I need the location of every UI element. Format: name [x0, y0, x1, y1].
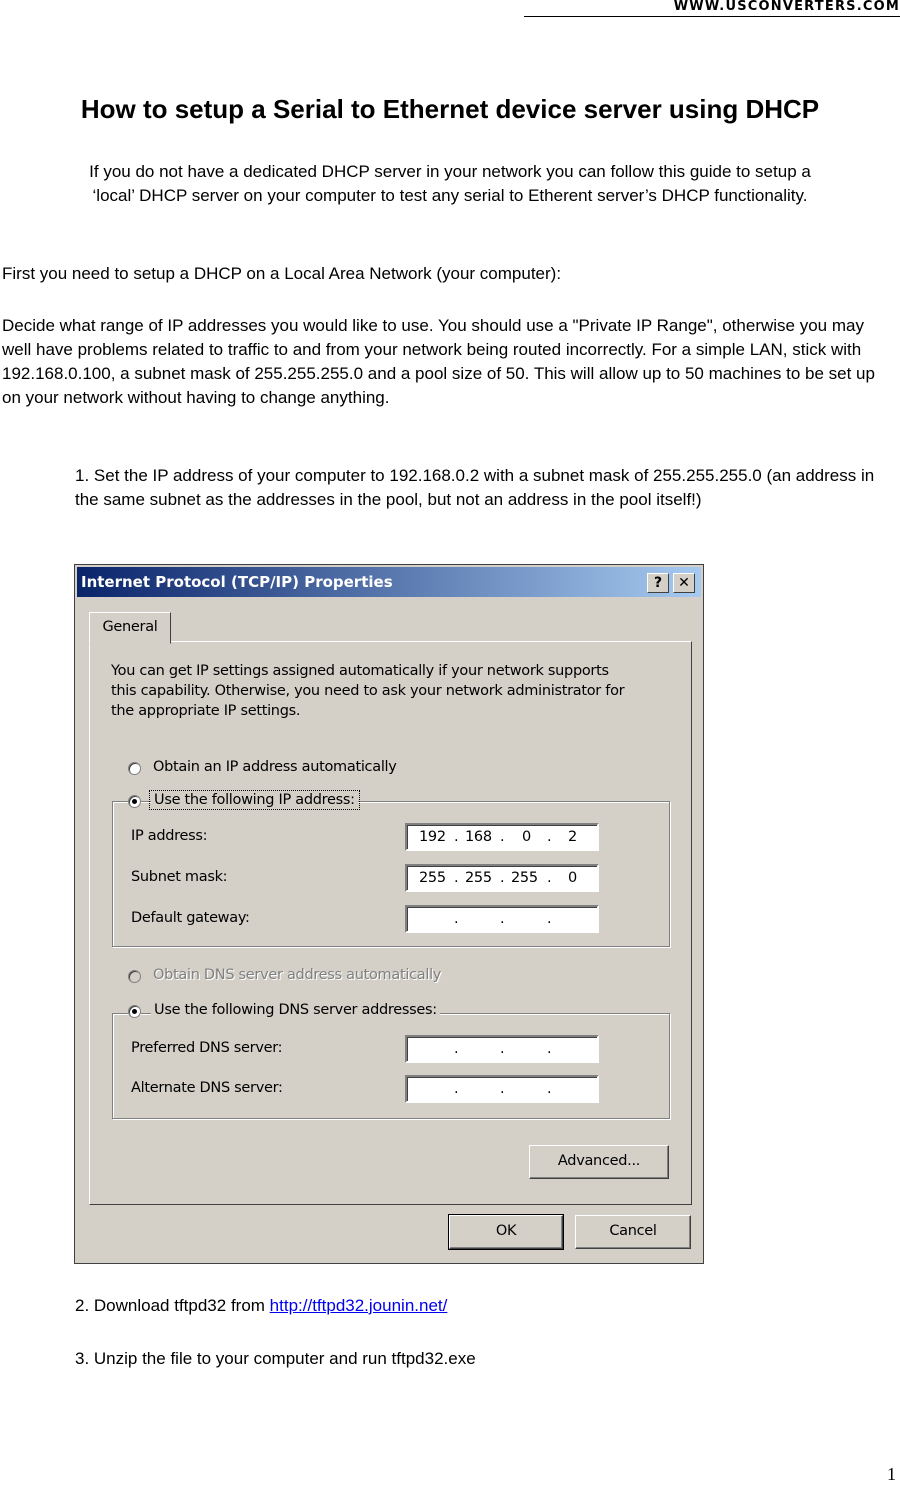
tcpip-properties-dialog — [74, 564, 704, 1264]
ip-octet-2: 168 — [465, 829, 492, 845]
advanced-button[interactable]: Advanced... — [529, 1145, 669, 1179]
intro-line-2: ‘local’ DHCP server on your computer to test any serial to Etherent server’s DHCP functionality. — [92, 186, 808, 205]
step-2 — [75, 1294, 447, 1318]
default-gateway-label: Default gateway: — [131, 910, 250, 926]
tab-general[interactable]: General — [89, 612, 171, 644]
radio-auto-ip-label[interactable]: Obtain an IP address automatically — [153, 759, 397, 775]
ok-button[interactable]: OK — [449, 1215, 563, 1249]
info-line-2: this capability. Otherwise, you need to ask your network administrator for — [111, 683, 625, 699]
step-1: 1. Set the IP address of your computer to 192.168.0.2 with a subnet mask of 255.255.255.0 (an address in the same subnet as the addresses in the pool, but not an address in the pool itself!) — [75, 466, 875, 509]
ip-octet-3: 0 — [522, 829, 531, 845]
alternate-dns-input[interactable]: . . . — [405, 1075, 599, 1103]
close-button[interactable]: ✕ — [673, 573, 695, 593]
header-url: WWW.USCONVERTERS.COM — [524, 0, 900, 17]
radio-manual-ip-label[interactable]: Use the following IP address: — [151, 792, 358, 808]
radio-auto-dns-label[interactable]: Obtain DNS server address automatically — [153, 967, 442, 983]
subnet-octet-1: 255 — [419, 870, 446, 886]
radio-manual-ip[interactable] — [128, 795, 141, 808]
dns-server-group — [112, 1013, 670, 1119]
ip-octet-1: 192 — [419, 829, 446, 845]
radio-auto-ip[interactable] — [128, 762, 141, 775]
step-2-text: 2. Download tftpd32 from — [75, 1296, 270, 1315]
preferred-dns-label: Preferred DNS server: — [131, 1040, 283, 1056]
dialog-title: Internet Protocol (TCP/IP) Properties — [81, 573, 393, 591]
subnet-mask-input[interactable]: 255 . 255 . 255 . 0 — [405, 864, 599, 892]
cancel-button[interactable]: Cancel — [575, 1215, 691, 1249]
dialog-titlebar — [77, 567, 701, 597]
subnet-mask-label: Subnet mask: — [131, 869, 228, 885]
subnet-octet-4: 0 — [568, 870, 577, 886]
intro-line-1: If you do not have a dedicated DHCP server in your network you can follow this guide to setup a — [89, 162, 811, 181]
ip-address-label: IP address: — [131, 828, 208, 844]
ip-octet-4: 2 — [568, 829, 577, 845]
subnet-octet-2: 255 — [465, 870, 492, 886]
range-paragraph: Decide what range of IP addresses you would like to use. You should use a "Private IP Range", otherwise you may well have problems related to traffic to and from your network being routed incorrectly. For a simple LAN, stick with 192.168.0.100, a subnet mask of 255.255.255.0 and a pool size of 50. This will allow up to 50 machines to be set up on your network without having to change anything. — [2, 316, 875, 407]
radio-manual-dns[interactable] — [128, 1005, 141, 1018]
step-intro: First you need to setup a DHCP on a Local Area Network (your computer): — [2, 264, 562, 283]
info-line-3: the appropriate IP settings. — [111, 703, 301, 719]
alternate-dns-label: Alternate DNS server: — [131, 1080, 283, 1096]
tftpd32-link[interactable]: http://tftpd32.jounin.net/ — [269, 1296, 448, 1315]
help-button[interactable]: ? — [647, 573, 669, 593]
subnet-octet-3: 255 — [511, 870, 538, 886]
step-3: 3. Unzip the file to your computer and run tftpd32.exe — [75, 1349, 476, 1368]
intro-paragraph — [0, 160, 900, 208]
info-line-1: You can get IP settings assigned automatically if your network supports — [111, 663, 609, 679]
default-gateway-input[interactable]: . . . — [405, 905, 599, 933]
radio-auto-dns[interactable] — [128, 970, 141, 983]
preferred-dns-input[interactable]: . . . — [405, 1035, 599, 1063]
radio-manual-dns-label[interactable]: Use the following DNS server addresses: — [151, 1002, 440, 1018]
page-number: 1 — [887, 1464, 896, 1484]
page-title: How to setup a Serial to Ethernet device server using DHCP — [80, 94, 820, 124]
ip-address-input[interactable]: 192 . 168 . 0 . 2 — [405, 823, 599, 851]
